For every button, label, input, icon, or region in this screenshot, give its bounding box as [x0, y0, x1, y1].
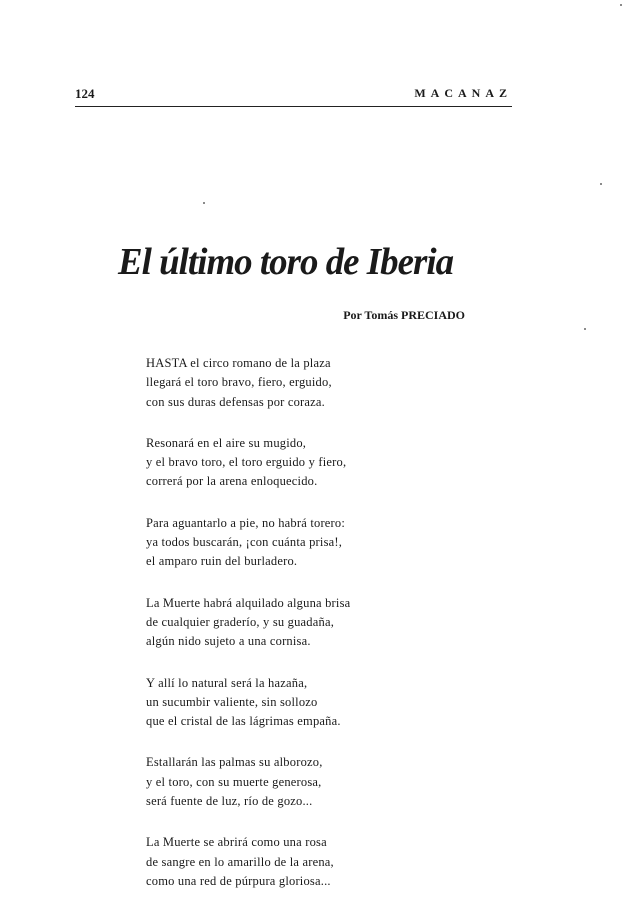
poem-line: La Muerte se abrirá como una rosa — [146, 835, 327, 850]
article-title: El último toro de Iberia — [118, 241, 454, 283]
poem-line: y el toro, con su muerte generosa, — [146, 774, 322, 789]
poem-line: correrá por la arena enloquecido. — [146, 474, 318, 489]
running-head: MACANAZ — [414, 86, 512, 100]
byline: Por Tomás PRECIADO — [343, 308, 465, 322]
poem-line: Para aguantarlo a pie, no habrá torero: — [146, 515, 346, 530]
poem — [146, 354, 476, 913]
poem-line: el amparo ruin del burladero. — [146, 554, 298, 569]
print-speck — [584, 328, 586, 330]
poem-line: con sus duras defensas por coraza. — [146, 394, 325, 409]
print-speck — [600, 183, 602, 185]
poem-line: que el cristal de las lágrimas empaña. — [146, 714, 341, 729]
poem-line: Y allí lo natural será la hazaña, — [146, 675, 308, 690]
poem-line: de sangre en lo amarillo de la arena, — [146, 854, 334, 869]
poem-line: algún nido sujeto a una cornisa. — [146, 634, 311, 649]
header-rule — [75, 106, 512, 107]
poem-line: llegará el toro bravo, fiero, erguido, — [146, 375, 332, 390]
poem-line: ya todos buscarán, ¡con cuánta prisa!, — [146, 535, 343, 550]
stanza — [146, 674, 476, 732]
stanza — [146, 833, 476, 891]
stanza — [146, 434, 476, 492]
stanza — [146, 354, 476, 412]
stanza — [146, 594, 476, 652]
poem-line: como una red de púrpura gloriosa... — [146, 873, 331, 888]
print-speck — [203, 202, 205, 204]
stanza — [146, 514, 476, 572]
page-header — [75, 86, 512, 106]
poem-line: será fuente de luz, río de gozo... — [146, 794, 313, 809]
poem-line: La Muerte habrá alquilado alguna brisa — [146, 595, 351, 610]
poem-line: de cualquier graderío, y su guadaña, — [146, 614, 335, 629]
poem-line: y el bravo toro, el toro erguido y fiero, — [146, 455, 347, 470]
print-speck — [620, 4, 622, 6]
poem-line: un sucumbir valiente, sin sollozo — [146, 694, 318, 709]
stanza — [146, 753, 476, 811]
page-number: 124 — [75, 86, 95, 101]
poem-line: Resonará en el aire su mugido, — [146, 435, 307, 450]
poem-line: HASTA el circo romano de la plaza — [146, 356, 331, 370]
poem-line: Estallarán las palmas su alborozo, — [146, 755, 323, 770]
